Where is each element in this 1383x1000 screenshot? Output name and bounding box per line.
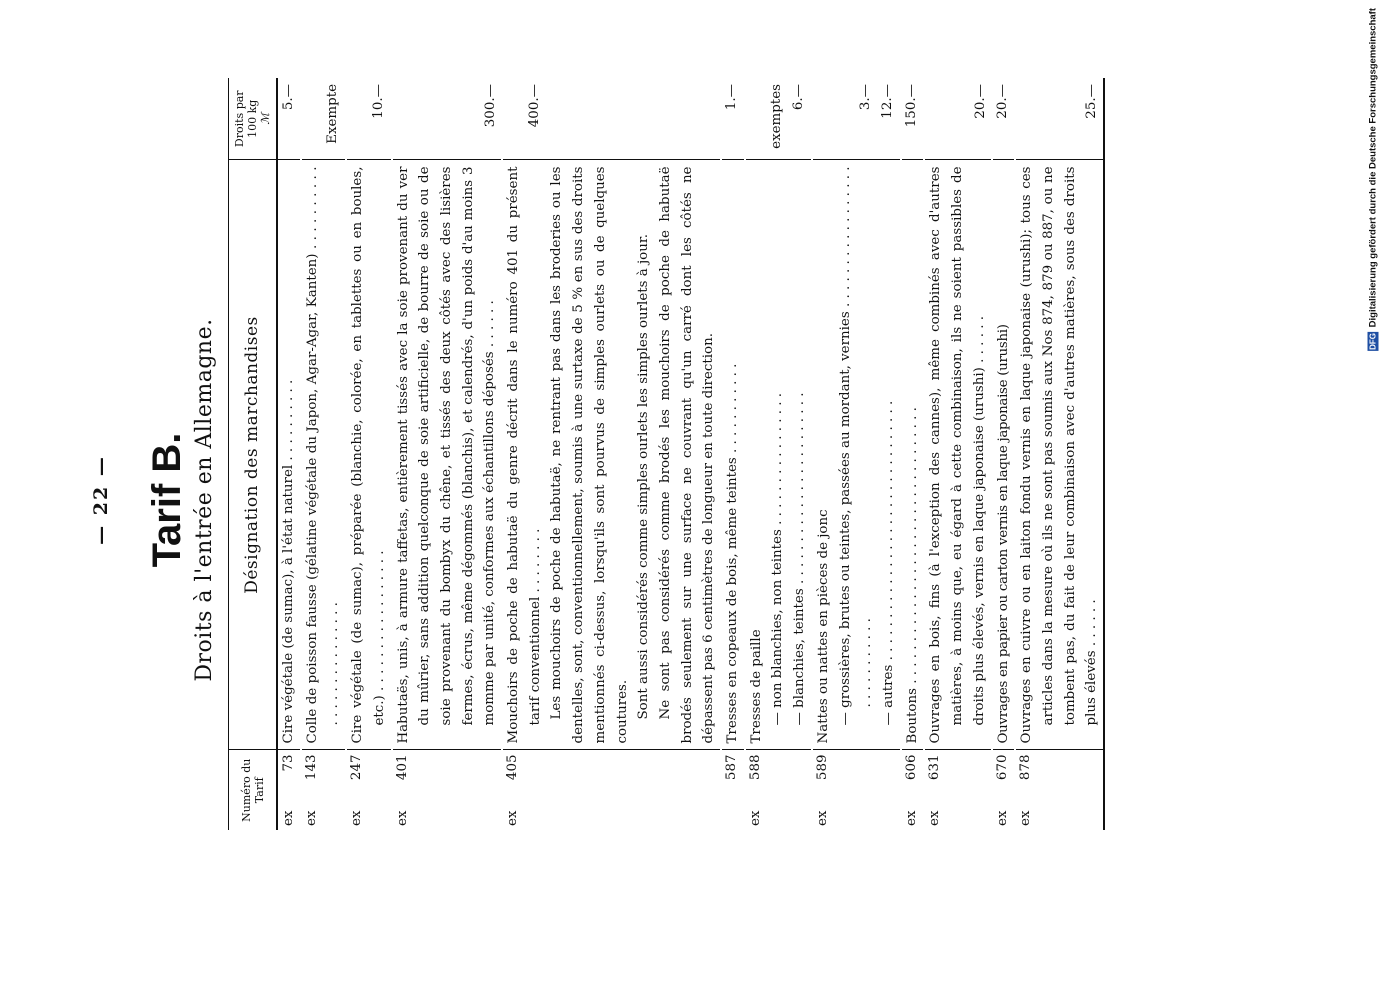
tariff-number: 588: [747, 754, 763, 781]
tariff-number-cell: [901, 750, 925, 830]
tariff-number: 247: [349, 754, 365, 781]
designation-text: Mouchoirs de poche de habutaë du genre décrit dans le numéro 401 du présent tarif conventionnel . . . . . . . .: [506, 166, 543, 744]
designation-text: Tresses en copeaux de bois, même teintes . . . . . . . . . . .: [725, 363, 741, 744]
tariff-number-cell: [745, 750, 812, 830]
duty-value: 20.—: [972, 84, 988, 119]
header-number: Numéro du Tarif: [229, 750, 278, 830]
table-row: [1015, 78, 1104, 830]
table-row: [992, 78, 1016, 830]
designation-note: Les mouchoirs de poche de habutaë, ne rentrant pas dans les broderies ou les dentelles, sont, conventionnellement, soumis à une surtaxe de 5 % en sus des droits mentionnés ci-dessus, lorsqu'ils sont pourvus de simples ourlets ou de quelques coutures.: [549, 166, 630, 744]
designation-cell: [812, 160, 901, 750]
designation-text: Habutaës, unis, à armure taffetas, entièrement tissés avec la soie provenant du ver du mûrier, sans addition quelconque de soie artificielle, de bourre de soie ou de soie provenant du bombyx du chêne, et tissés des deux côtés avec des lisières fermes, écrus, même dégommés (blanchis), et calendrés, d'un poids d'au moins 3 momme par unité, conformes aux échantillons déposés . . . . . .: [395, 166, 498, 744]
duty-cell: [502, 78, 721, 160]
table-row: [745, 78, 812, 830]
duty-value: 6.—: [791, 84, 807, 111]
designation-text: Tresses de paille: [748, 629, 764, 744]
duty-cell: [277, 78, 301, 160]
designation-cell: [301, 160, 346, 750]
tariff-number-cell: [346, 750, 391, 830]
dfg-logo-icon: DFG: [1368, 333, 1378, 350]
designation-note: Sont aussi considérés comme simples ourlets les simples ourlets à jour.: [636, 233, 652, 720]
tariff-prefix: ex: [394, 810, 410, 826]
tariff-prefix: ex: [994, 810, 1010, 826]
duty-cell: [392, 78, 503, 160]
table-row: [346, 78, 391, 830]
tariff-number: 143: [303, 754, 319, 781]
page-number: — 22 —: [90, 455, 112, 545]
designation-text: Ouvrages en cuivre ou en laiton fondu vernis en laque japonaise (urushi); tous ces articles dans la mesure où ils ne sont pas soumis aux Nos 874, 879 ou 887, ou ne tombent pas, du fait de leur combinaison avec d'autres matières, sous des droits plus élevés . . . . . .: [1019, 166, 1100, 744]
tariff-number-cell: [812, 750, 901, 830]
duty-value: 400.—: [526, 84, 542, 128]
page-title: Tarif B.: [145, 432, 189, 568]
duty-cell: [812, 78, 901, 160]
tariff-number: 405: [505, 754, 521, 781]
designation-subitem: — autres . . . . . . . . . . . . . . . . . . . . . . . . . . . . . . .: [880, 400, 896, 726]
designation-text: Colle de poisson fausse (gélatine végétale du Japon, Agar-Agar, Kanten) . . . . . . . . . . . . . . . . . . . . . . . . .: [304, 166, 342, 744]
credit-text: Digitalisierung gefördert durch die Deutsche Forschungsgemeinschaft: [1367, 8, 1379, 328]
tariff-number-cell: [277, 750, 301, 830]
designation-subitem: — blanchies, teintes . . . . . . . . . . . . . . . . . . . . . . .: [792, 392, 808, 726]
duty-value: 10.—: [370, 84, 386, 119]
header-duty-label: Droits par 100 kg: [233, 90, 259, 148]
tariff-prefix: ex: [303, 810, 319, 826]
duty-value: 150.—: [903, 84, 919, 128]
digitization-credit: [1363, 0, 1383, 1000]
tariff-number: 670: [994, 754, 1010, 781]
tariff-number: 589: [814, 754, 830, 781]
duty-cell: [992, 78, 1016, 160]
designation-subitem: — grossières, brutes ou teintes, passées au mordant, vernies . . . . . . . . . . . . . . . . . . . . . . . . . . . .: [837, 166, 875, 726]
duty-cell: [301, 78, 346, 160]
designation-note: Ne sont pas considérés comme brodés les mouchoirs de poche de habutaë brodés seulement sur une surface ne couvrant qu'un carré dont les côtés ne dépassent pas 6 centimètres de longueur en toute direction.: [657, 166, 717, 744]
designation-text: Nattes ou nattes en pièces de jonc: [815, 509, 831, 744]
tariff-prefix: ex: [747, 810, 763, 826]
table-row: [392, 78, 503, 830]
designation-cell: [745, 160, 812, 750]
tariff-table: [228, 78, 1105, 830]
designation-text: Ouvrages en bois, fins (à l'exception des cannes), même combinés avec d'autres matières, à moins que, eu égard à cette combinaison, ils ne soient passibles de droits plus élevés, vernis en laque japonaise (urushi) . . . . . .: [928, 166, 987, 744]
header-designation: Désignation des marchandises: [229, 160, 278, 750]
duty-cell: [924, 78, 991, 160]
duty-value: Exempte: [325, 84, 341, 144]
tariff-number: 878: [1018, 754, 1034, 781]
duty-value: exemptes: [769, 84, 785, 149]
header-duty: [229, 78, 278, 160]
duty-value: 5.—: [281, 84, 296, 111]
duty-cell: [745, 78, 812, 160]
tariff-number-cell: [721, 750, 745, 830]
tariff-prefix: ex: [281, 810, 296, 826]
duty-value: 20.—: [994, 84, 1010, 119]
designation-cell: [502, 160, 721, 750]
designation-cell: [392, 160, 503, 750]
tariff-prefix: ex: [349, 810, 365, 826]
tariff-prefix: ex: [927, 810, 943, 826]
tariff-number-cell: [992, 750, 1016, 830]
tariff-prefix: ex: [903, 810, 919, 826]
duty-value: 1.—: [724, 84, 740, 111]
header-duty-unit: ℳ: [259, 112, 272, 125]
designation-cell: [924, 160, 991, 750]
designation-text: Ouvrages en papier ou carton vernis en laque japonaise (urushi): [995, 324, 1011, 744]
duty-value: 12.—: [879, 84, 895, 119]
tariff-number-cell: [392, 750, 503, 830]
duty-cell: [1015, 78, 1104, 160]
table-row: [277, 78, 301, 830]
duty-value: 3.—: [858, 84, 874, 111]
tariff-number: 631: [927, 754, 943, 781]
duty-value: 25.—: [1084, 84, 1100, 119]
tariff-number: 73: [281, 754, 296, 772]
tariff-prefix: ex: [505, 810, 521, 826]
duty-cell: [901, 78, 925, 160]
designation-cell: [721, 160, 745, 750]
tariff-number: 606: [903, 754, 919, 781]
tariff-number-cell: [924, 750, 991, 830]
tariff-prefix: ex: [814, 810, 830, 826]
designation-text: Boutons . . . . . . . . . . . . . . . . . . . . . . . . . . . . . . . . .: [904, 407, 920, 744]
designation-cell: [901, 160, 925, 750]
tariff-number-cell: [1015, 750, 1104, 830]
page-subtitle: Droits à l'entrée en Allemagne.: [192, 318, 217, 682]
table-row: [502, 78, 721, 830]
designation-cell: [346, 160, 391, 750]
duty-value: 300.—: [483, 84, 499, 128]
tariff-number-cell: [502, 750, 721, 830]
table-row: [721, 78, 745, 830]
table-row: [301, 78, 346, 830]
designation-text: Cire végétale (de sumac), à l'état naturel . . . . . . . . . .: [281, 379, 296, 744]
designation-cell: [992, 160, 1016, 750]
designation-subitem: — non blanchies, non teintes . . . . . . . . . . . . . . . .: [770, 392, 786, 726]
table-header-row: [229, 78, 278, 830]
designation-cell: [277, 160, 301, 750]
tariff-number: 401: [394, 754, 410, 781]
duty-cell: [346, 78, 391, 160]
duty-cell: [721, 78, 745, 160]
tariff-number: 587: [724, 754, 740, 781]
designation-text: Cire végétale (de sumac), préparée (blanchie, colorée, en tablettes ou en boules, etc.) . . . . . . . . . . . . . . . . .: [350, 166, 387, 744]
designation-cell: [1015, 160, 1104, 750]
table-row: [901, 78, 925, 830]
table-row: [812, 78, 901, 830]
tariff-prefix: ex: [1018, 810, 1034, 826]
table-row: [924, 78, 991, 830]
tariff-number-cell: [301, 750, 346, 830]
